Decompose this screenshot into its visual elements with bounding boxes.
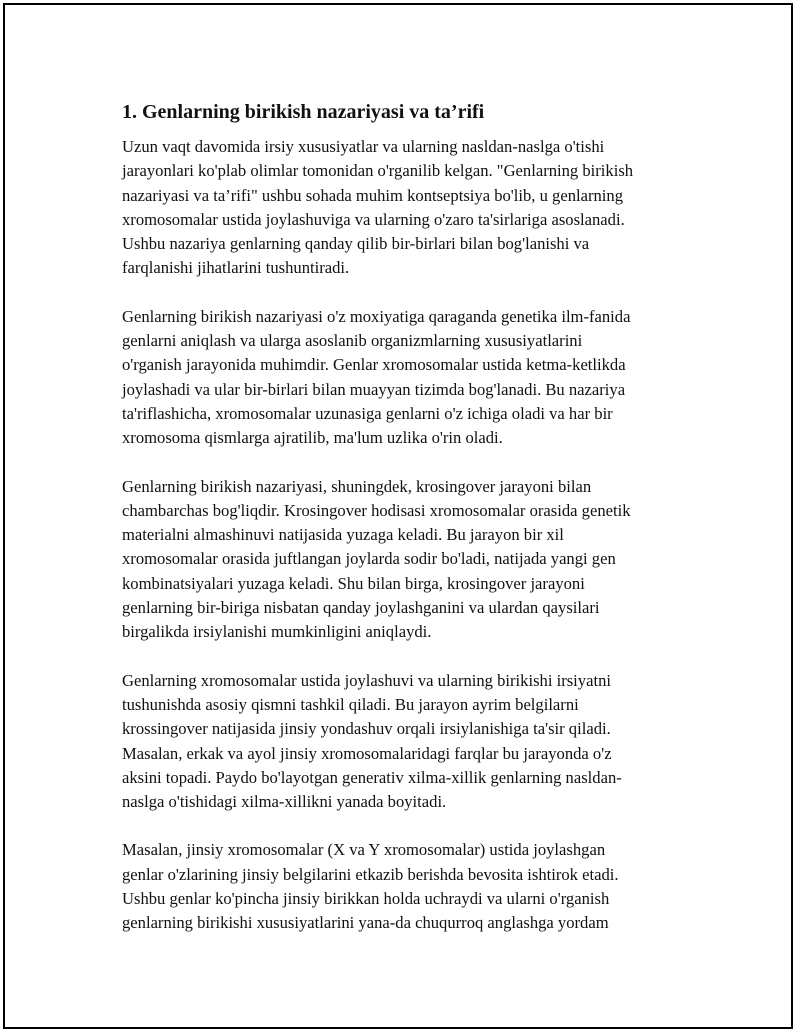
- section-heading: 1. Genlarning birikish nazariyasi va ta’rifi: [122, 101, 485, 123]
- text-line: joylashadi va ular bir-birlari bilan muayyan tizimda bog'lanadi. Bu nazariya: [122, 379, 626, 399]
- text-line: materialni almashinuvi natijasida yuzaga keladi. Bu jarayon bir xil: [122, 525, 564, 545]
- text-line: xromosomalar orasida juftlangan joylarda sodir bo'ladi, natijada yangi gen: [122, 549, 616, 569]
- text-line: genlarning birikishi xususiyatlarini yana-da chuqurroq anglashga yordam: [122, 913, 609, 933]
- document-body: [122, 99, 692, 960]
- text-line: Ushbu nazariya genlarning qanday qilib bir-birlari bilan bog'lanishi va: [122, 234, 590, 254]
- text-line: Ushbu genlar ko'pincha jinsiy birikkan holda uchraydi va ularni o'rganish: [122, 889, 610, 909]
- text-line: kombinatsiyalari yuzaga keladi. Shu bilan birga, krosingover jarayoni: [122, 573, 585, 593]
- paragraph-5: [122, 838, 692, 935]
- paragraph-3: [122, 475, 692, 645]
- text-line: Uzun vaqt davomida irsiy xususiyatlar va ularning nasldan-naslga o'tishi: [122, 137, 605, 156]
- text-line: Masalan, erkak va ayol jinsiy xromosomalaridagi farqlar bu jarayonda o'z: [122, 743, 612, 763]
- text-line: farqlanishi jihatlarini tushuntiradi.: [122, 258, 350, 278]
- text-line: Genlarning xromosomalar ustida joylashuvi va ularning birikishi irsiyatni: [122, 670, 611, 690]
- text-line: naslga o'tishidagi xilma-xillikni yanada boyitadi.: [122, 792, 447, 812]
- text-line: jarayonlari ko'plab olimlar tomonidan o'rganilib kelgan. "Genlarning birikish: [122, 161, 634, 181]
- page-frame: [3, 3, 793, 1029]
- paragraph-1: [122, 135, 692, 281]
- text-line: chambarchas bog'liqdir. Krosingover hodisasi xromosomalar orasida genetik: [122, 500, 631, 520]
- text-line: Masalan, jinsiy xromosomalar (X va Y xromosomalar) ustida joylashgan: [122, 840, 606, 860]
- paragraph-4: [122, 669, 692, 815]
- text-line: Genlarning birikish nazariyasi, shuningdek, krosingover jarayoni bilan: [122, 476, 592, 496]
- paragraph-2: [122, 305, 692, 451]
- text-line: tushunishda asosiy qismni tashkil qiladi. Bu jarayon ayrim belgilarni: [122, 694, 579, 714]
- text-line: genlar o'zlarining jinsiy belgilarini etkazib berishda bevosita ishtirok etadi.: [122, 864, 619, 884]
- text-line: birgalikda irsiylanishi mumkinligini aniqlaydi.: [122, 622, 432, 642]
- text-line: Genlarning birikish nazariyasi o'z moxiyatiga qaraganda genetika ilm-fanida: [122, 306, 631, 326]
- text-line: o'rganish jarayonida muhimdir. Genlar xromosomalar ustida ketma-ketlikda: [122, 355, 626, 375]
- text-line: ta'riflashicha, xromosomalar uzunasiga genlarni o'z ichiga oladi va har bir: [122, 403, 613, 423]
- text-line: aksini topadi. Paydo bo'layotgan generativ xilma-xillik genlarning nasldan-: [122, 767, 622, 787]
- text-line: xromosoma qismlarga ajratilib, ma'lum uzlika o'rin oladi.: [122, 428, 503, 448]
- text-line: krossingover natijasida jinsiy yondashuv orqali irsiylanishiga ta'sir qiladi.: [122, 719, 611, 739]
- text-line: genlarning bir-biriga nisbatan qanday joylashganini va ulardan qaysilari: [122, 598, 600, 618]
- text-line: xromosomalar ustida joylashuviga va ularning o'zaro ta'sirlariga asoslanadi.: [122, 209, 625, 229]
- text-line: nazariyasi va ta’rifi" ushbu sohada muhim kontseptsiya bo'lib, u genlarning: [122, 185, 624, 205]
- text-line: genlarni aniqlash va ularga asoslanib organizmlarning xususiyatlarini: [122, 331, 583, 351]
